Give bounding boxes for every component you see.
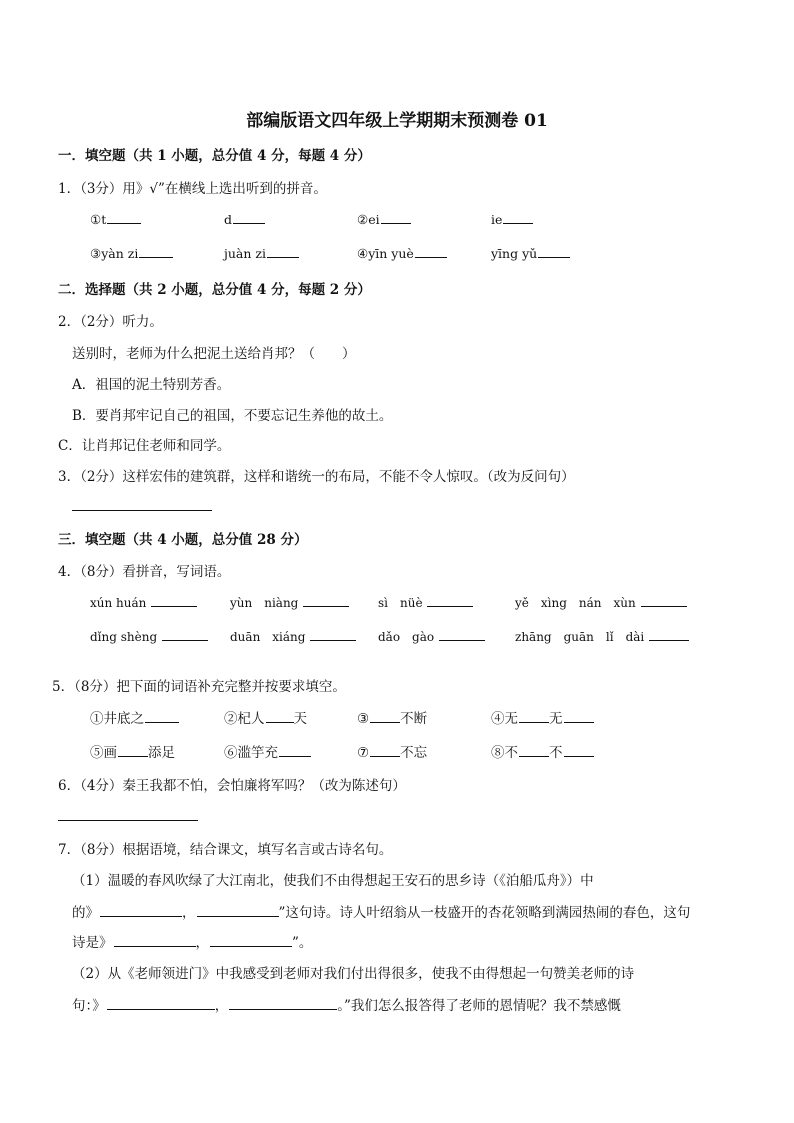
answer-blank[interactable]	[649, 628, 689, 641]
answer-blank[interactable]	[233, 211, 265, 224]
q5-item: ⑥滥竽充	[224, 741, 311, 761]
question-1-stem: 1．（3分）用》√”在横线上选出听到的拼音。	[58, 181, 327, 197]
answer-blank[interactable]	[564, 710, 594, 723]
page-title: 部编版语文四年级上学期期末预测卷 01	[246, 111, 548, 131]
answer-blank[interactable]	[267, 245, 299, 258]
q1-item: ②ei	[357, 211, 411, 227]
question-3-stem: 3．（2分）这样宏伟的建筑群，这样和谐统一的布局，不能不令人惊叹。（改为反问句）	[58, 469, 575, 485]
answer-blank[interactable]	[427, 594, 473, 607]
q2-option-a[interactable]: A．祖国的泥土特别芳香。	[72, 377, 231, 393]
answer-blank[interactable]	[139, 245, 173, 258]
section-heading-2: 二．选择题（共 2 小题，总分值 4 分，每题 2 分）	[58, 282, 371, 298]
q4-item: dǐng shèng	[90, 628, 208, 644]
q5-item: ③ 不断	[357, 711, 428, 727]
question-4-stem: 4．（8分）看拼音，写词语。	[58, 564, 231, 580]
answer-line[interactable]	[58, 820, 198, 821]
answer-blank[interactable]	[381, 211, 411, 224]
answer-blank[interactable]	[503, 211, 533, 224]
q1-item: ①t	[90, 211, 141, 227]
answer-blank[interactable]	[100, 904, 182, 917]
q5-item: ⑤画 添足	[90, 745, 175, 761]
answer-blank[interactable]	[151, 594, 197, 607]
answer-line[interactable]	[72, 510, 212, 511]
answer-blank[interactable]	[370, 744, 400, 757]
q4-item: sì nüè	[378, 594, 473, 611]
answer-blank[interactable]	[415, 245, 447, 258]
answer-blank[interactable]	[107, 997, 215, 1010]
answer-blank[interactable]	[519, 744, 549, 757]
q7-paragraph-2-line-1: （2）从《老师领进门》中我感受到老师对我们付出得很多，使我不由得想起一句赞美老师的诗	[72, 966, 635, 982]
answer-blank[interactable]	[114, 934, 196, 947]
question-2-stem: 2．（2分）听力。	[58, 314, 163, 330]
answer-blank[interactable]	[145, 710, 179, 723]
q1-item: ④yīn yuè	[357, 245, 447, 261]
q4-item: dǎo gào	[378, 628, 485, 645]
answer-blank[interactable]	[162, 628, 208, 641]
answer-blank[interactable]	[519, 710, 549, 723]
q2-option-b[interactable]: B．要肖邦牢记自己的祖国，不要忘记生养他的故土。	[72, 408, 393, 424]
q4-item: xún huán	[90, 594, 197, 610]
answer-blank[interactable]	[197, 904, 279, 917]
answer-blank[interactable]	[210, 934, 292, 947]
q5-item: ②杞人 天	[224, 711, 307, 727]
answer-blank[interactable]	[279, 744, 311, 757]
q1-item: yīng yǔ	[491, 245, 570, 261]
question-6-stem: 6．（4分）秦王我都不怕，会怕廉将军吗？（改为陈述句）	[58, 778, 406, 794]
answer-blank[interactable]	[370, 710, 400, 723]
q2-option-c[interactable]: C．让肖邦记住老师和同学。	[58, 438, 231, 454]
answer-blank[interactable]	[538, 245, 570, 258]
q1-item: ie	[491, 211, 533, 227]
q7-paragraph-2-line-2: 句：》 ， 。”我们怎么报答得了老师的恩情呢？我不禁感慨	[72, 998, 621, 1014]
q7-paragraph-1-line-3: 诗是》 ， ”。	[72, 935, 313, 951]
answer-blank[interactable]	[439, 628, 485, 641]
q4-item: yùn niàng	[230, 594, 349, 611]
q5-item: ④无 无	[491, 707, 594, 727]
q1-item: juàn zi	[224, 245, 299, 261]
answer-blank[interactable]	[641, 594, 687, 607]
answer-blank[interactable]	[229, 997, 337, 1010]
q4-item: zhāng guān lǐ dài	[515, 628, 689, 645]
q7-paragraph-1-line-2: 的》 ， ”这句诗。诗人叶绍翁从一枝盛开的杏花领略到满园热闹的春色，这句	[72, 905, 691, 921]
q5-item: ⑧不 不	[491, 741, 594, 761]
q5-item: ①井底之	[90, 707, 179, 727]
answer-blank[interactable]	[310, 628, 356, 641]
answer-blank[interactable]	[118, 744, 148, 757]
q7-paragraph-1-line-1: （1）温暖的春风吹绿了大江南北，使我们不由得想起王安石的思乡诗（《泊船瓜舟》）中	[72, 873, 594, 889]
q1-item: ③yàn zi	[90, 245, 173, 261]
answer-blank[interactable]	[107, 211, 141, 224]
section-heading-1: 一．填空题（共 1 小题，总分值 4 分，每题 4 分）	[58, 148, 371, 164]
question-2-prompt: 送别时，老师为什么把泥土送给肖邦？（ ）	[72, 346, 356, 362]
answer-blank[interactable]	[303, 594, 349, 607]
q4-item: yě xìng nán xùn	[515, 594, 687, 611]
answer-blank[interactable]	[564, 744, 594, 757]
section-heading-3: 三．填空题（共 4 小题，总分值 28 分）	[58, 532, 308, 548]
q1-item: d	[224, 211, 265, 227]
question-7-stem: 7．（8分）根据语境，结合课文，填写名言或古诗名句。	[58, 842, 393, 858]
question-5-stem: 5．（8分）把下面的词语补充完整并按要求填空。	[52, 679, 346, 695]
answer-blank[interactable]	[266, 710, 294, 723]
q5-item: ⑦ 不忘	[357, 745, 428, 761]
q4-item: duān xiáng	[230, 628, 356, 645]
